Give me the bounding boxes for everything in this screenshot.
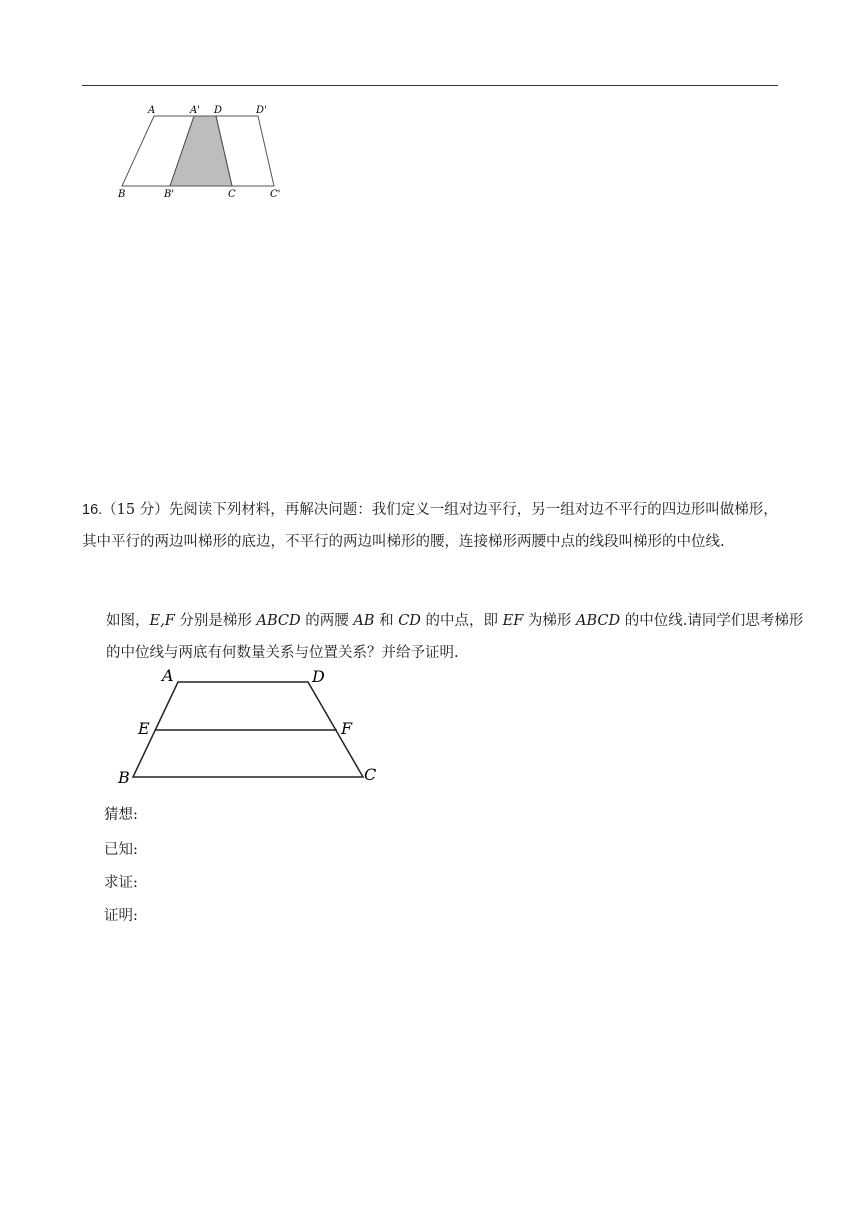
label-D: D (214, 105, 223, 116)
label-A: A (148, 105, 156, 116)
proof-label: 证明: (104, 908, 138, 924)
q-text-1: 如图， (106, 613, 150, 629)
q-text-5: 的中点，即 (420, 613, 503, 629)
label-C: C (228, 189, 236, 200)
problem-intro-text: 先阅读下列材料，再解决问题：我们定义一组对边平行，另一组对边不平行的四边形叫做梯形，其中平行的两边叫梯形的底边，不平行的两边叫梯形的腰，连接梯形两腰中点的线段叫梯形的中位线. (82, 502, 778, 550)
q-text-6: 为梯形 (523, 613, 577, 629)
known-label: 已知: (104, 842, 138, 858)
q-text-7: 的中位线.请同学们思考梯形的中位线与两底有何数量关系与位置关系？并给予证明. (106, 613, 804, 661)
header-rule (82, 85, 778, 86)
q-math-abcd: ABCD (256, 613, 301, 629)
q-math-cd: CD (398, 613, 421, 629)
problem-16-intro (82, 494, 782, 558)
q-math-abcd-2: ABCD (576, 613, 621, 629)
q-text-4: 和 (374, 613, 399, 629)
problem-number: 16. (82, 502, 103, 518)
guess-label: 猜想: (104, 807, 138, 823)
label-B-prime: B' (164, 189, 175, 200)
problem-16-question (82, 605, 806, 669)
label-A-prime: A' (190, 105, 200, 116)
trap-label-A: A (162, 666, 174, 685)
prove-label: 求证: (104, 875, 138, 891)
q-math-ef-segment: EF (502, 613, 524, 629)
q-text-3: 的两腰 (300, 613, 354, 629)
q-math-ef: E,F (149, 613, 175, 629)
label-C-prime: C' (270, 189, 281, 200)
shaded-quadrilateral (170, 116, 232, 186)
trapezoid-figure (110, 662, 390, 792)
trap-label-F: F (341, 719, 353, 738)
problem-score: （15 分） (102, 502, 169, 518)
q-math-ab: AB (353, 613, 375, 629)
label-D-prime: D' (256, 105, 267, 116)
translation-figure (110, 100, 310, 200)
trap-label-C: C (364, 765, 377, 784)
label-B: B (118, 189, 126, 200)
q-text-2: 分别是梯形 (174, 613, 257, 629)
trap-label-E: E (138, 719, 150, 738)
trap-label-D: D (312, 667, 325, 686)
trap-label-B: B (118, 768, 130, 787)
